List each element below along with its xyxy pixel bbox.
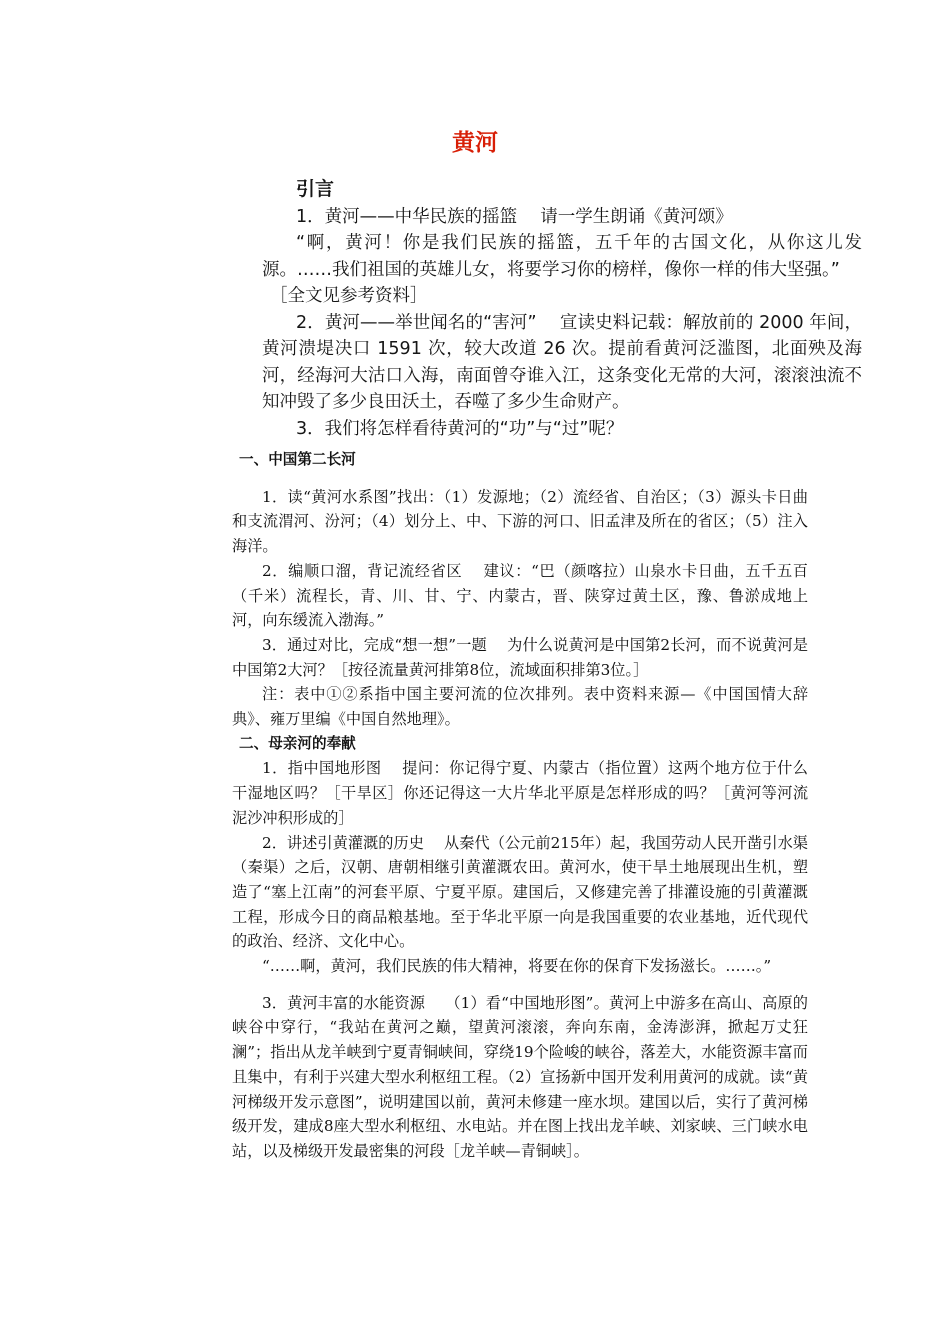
body-paragraph: 1．指中国地形图 提问：你记得宁夏、内蒙古（指位置）这两个地方位于什么干湿地区吗？［干旱区］你还记得这一大片华北平原是怎样形成的吗？［黄河等河流泥沙冲积形成的］ <box>232 759 808 827</box>
section-heading: 二、母亲河的奉献 <box>239 734 356 752</box>
intro-paragraph: “啊，黄河！你是我们民族的摇篮，五千年的古国文化，从你这儿发源。……我们祖国的英雄儿女，将要学习你的榜样，像你一样的伟大坚强。” <box>262 233 862 280</box>
intro-section <box>262 176 862 442</box>
document-title: 黄河 <box>452 130 498 156</box>
intro-paragraph: ［全文见参考资料］ <box>270 286 428 306</box>
body-paragraph: 注：表中①②系指中国主要河流的位次排列。表中资料来源—《中国国情大辞典》、雍万里编《中国自然地理》。 <box>232 685 808 729</box>
body-paragraph: 3．通过对比，完成“想一想”一题 为什么说黄河是中国第2长河，而不说黄河是中国第2大河？［按径流量黄河排第8位，流域面积排第3位。］ <box>232 635 808 679</box>
intro-heading: 引言 <box>296 178 335 200</box>
body-paragraph: 1．读“黄河水系图”找出：（1）发源地；（2）流经省、自治区；（3）源头卡日曲和支流渭河、汾河；（4）划分上、中、下游的河口、旧孟津及所在的省区；（5）注入海洋。 <box>232 487 808 556</box>
intro-paragraph: 3．我们将怎样看待黄河的“功”与“过”呢？ <box>296 418 624 439</box>
intro-paragraph: 2．黄河——举世闻名的“害河” 宣读史料记载：解放前的 2000 年间，黄河溃堤决口 1591 次，较大改道 26 次。提前看黄河泛滥图，北面殃及海河，经海河大沽口入海，南面曾夺谁入江，这条变化无常的大河，滚滚浊流不知冲毁了多少良田沃土，吞噬了多少生命财产。 <box>262 312 862 412</box>
body-paragraph: 3．黄河丰富的水能资源 （1）看“中国地形图”。黄河上中游多在高山、高原的峡谷中穿行，“我站在黄河之巅，望黄河滚滚，奔向东南，金涛澎湃，掀起万丈狂澜”；指出从龙羊峡到宁夏青铜峡间，穿绕19个险峻的峡谷，落差大，水能资源丰富而且集中，有利于兴建大型水利枢纽工程。（2）宣扬新中国开发利用黄河的成就。读“黄河梯级开发示意图”，说明建国以前，黄河未修建一座水坝。建国以后，实行了黄河梯级开发，建成8座大型水利枢纽、水电站。并在图上找出龙羊峡、刘家峡、三门峡水电站，以及梯级开发最密集的河段［龙羊峡—青铜峡］。 <box>232 993 808 1160</box>
body-section <box>232 448 808 1164</box>
section-heading: 一、中国第二长河 <box>239 451 356 468</box>
body-paragraph: 2．编顺口溜，背记流经省区 建议：“巴（颜喀拉）山泉水卡日曲，五千五百（千米）流程长，青、川、甘、宁、内蒙古，晋、陕穿过黄土区，豫、鲁淤成地上河，向东缓流入渤海。” <box>232 561 808 630</box>
body-paragraph: 2．讲述引黄灌溉的历史 从秦代（公元前215年）起，我国劳动人民开凿引水渠（秦渠）之后，汉朝、唐朝相继引黄灌溉农田。黄河水，使干旱土地展现出生机，塑造了“塞上江南”的河套平原、宁夏平原。建国后，又修建完善了排灌设施的引黄灌溉工程，形成今日的商品粮基地。至于华北平原一向是我国重要的农业基地，近代现代的政治、经济、文化中心。 <box>232 833 808 951</box>
intro-paragraph: 1．黄河——中华民族的摇篮 请一学生朗诵《黄河颂》 <box>296 206 733 227</box>
body-paragraph: “……啊，黄河，我们民族的伟大精神，将要在你的保育下发扬滋长。……。” <box>262 957 772 976</box>
